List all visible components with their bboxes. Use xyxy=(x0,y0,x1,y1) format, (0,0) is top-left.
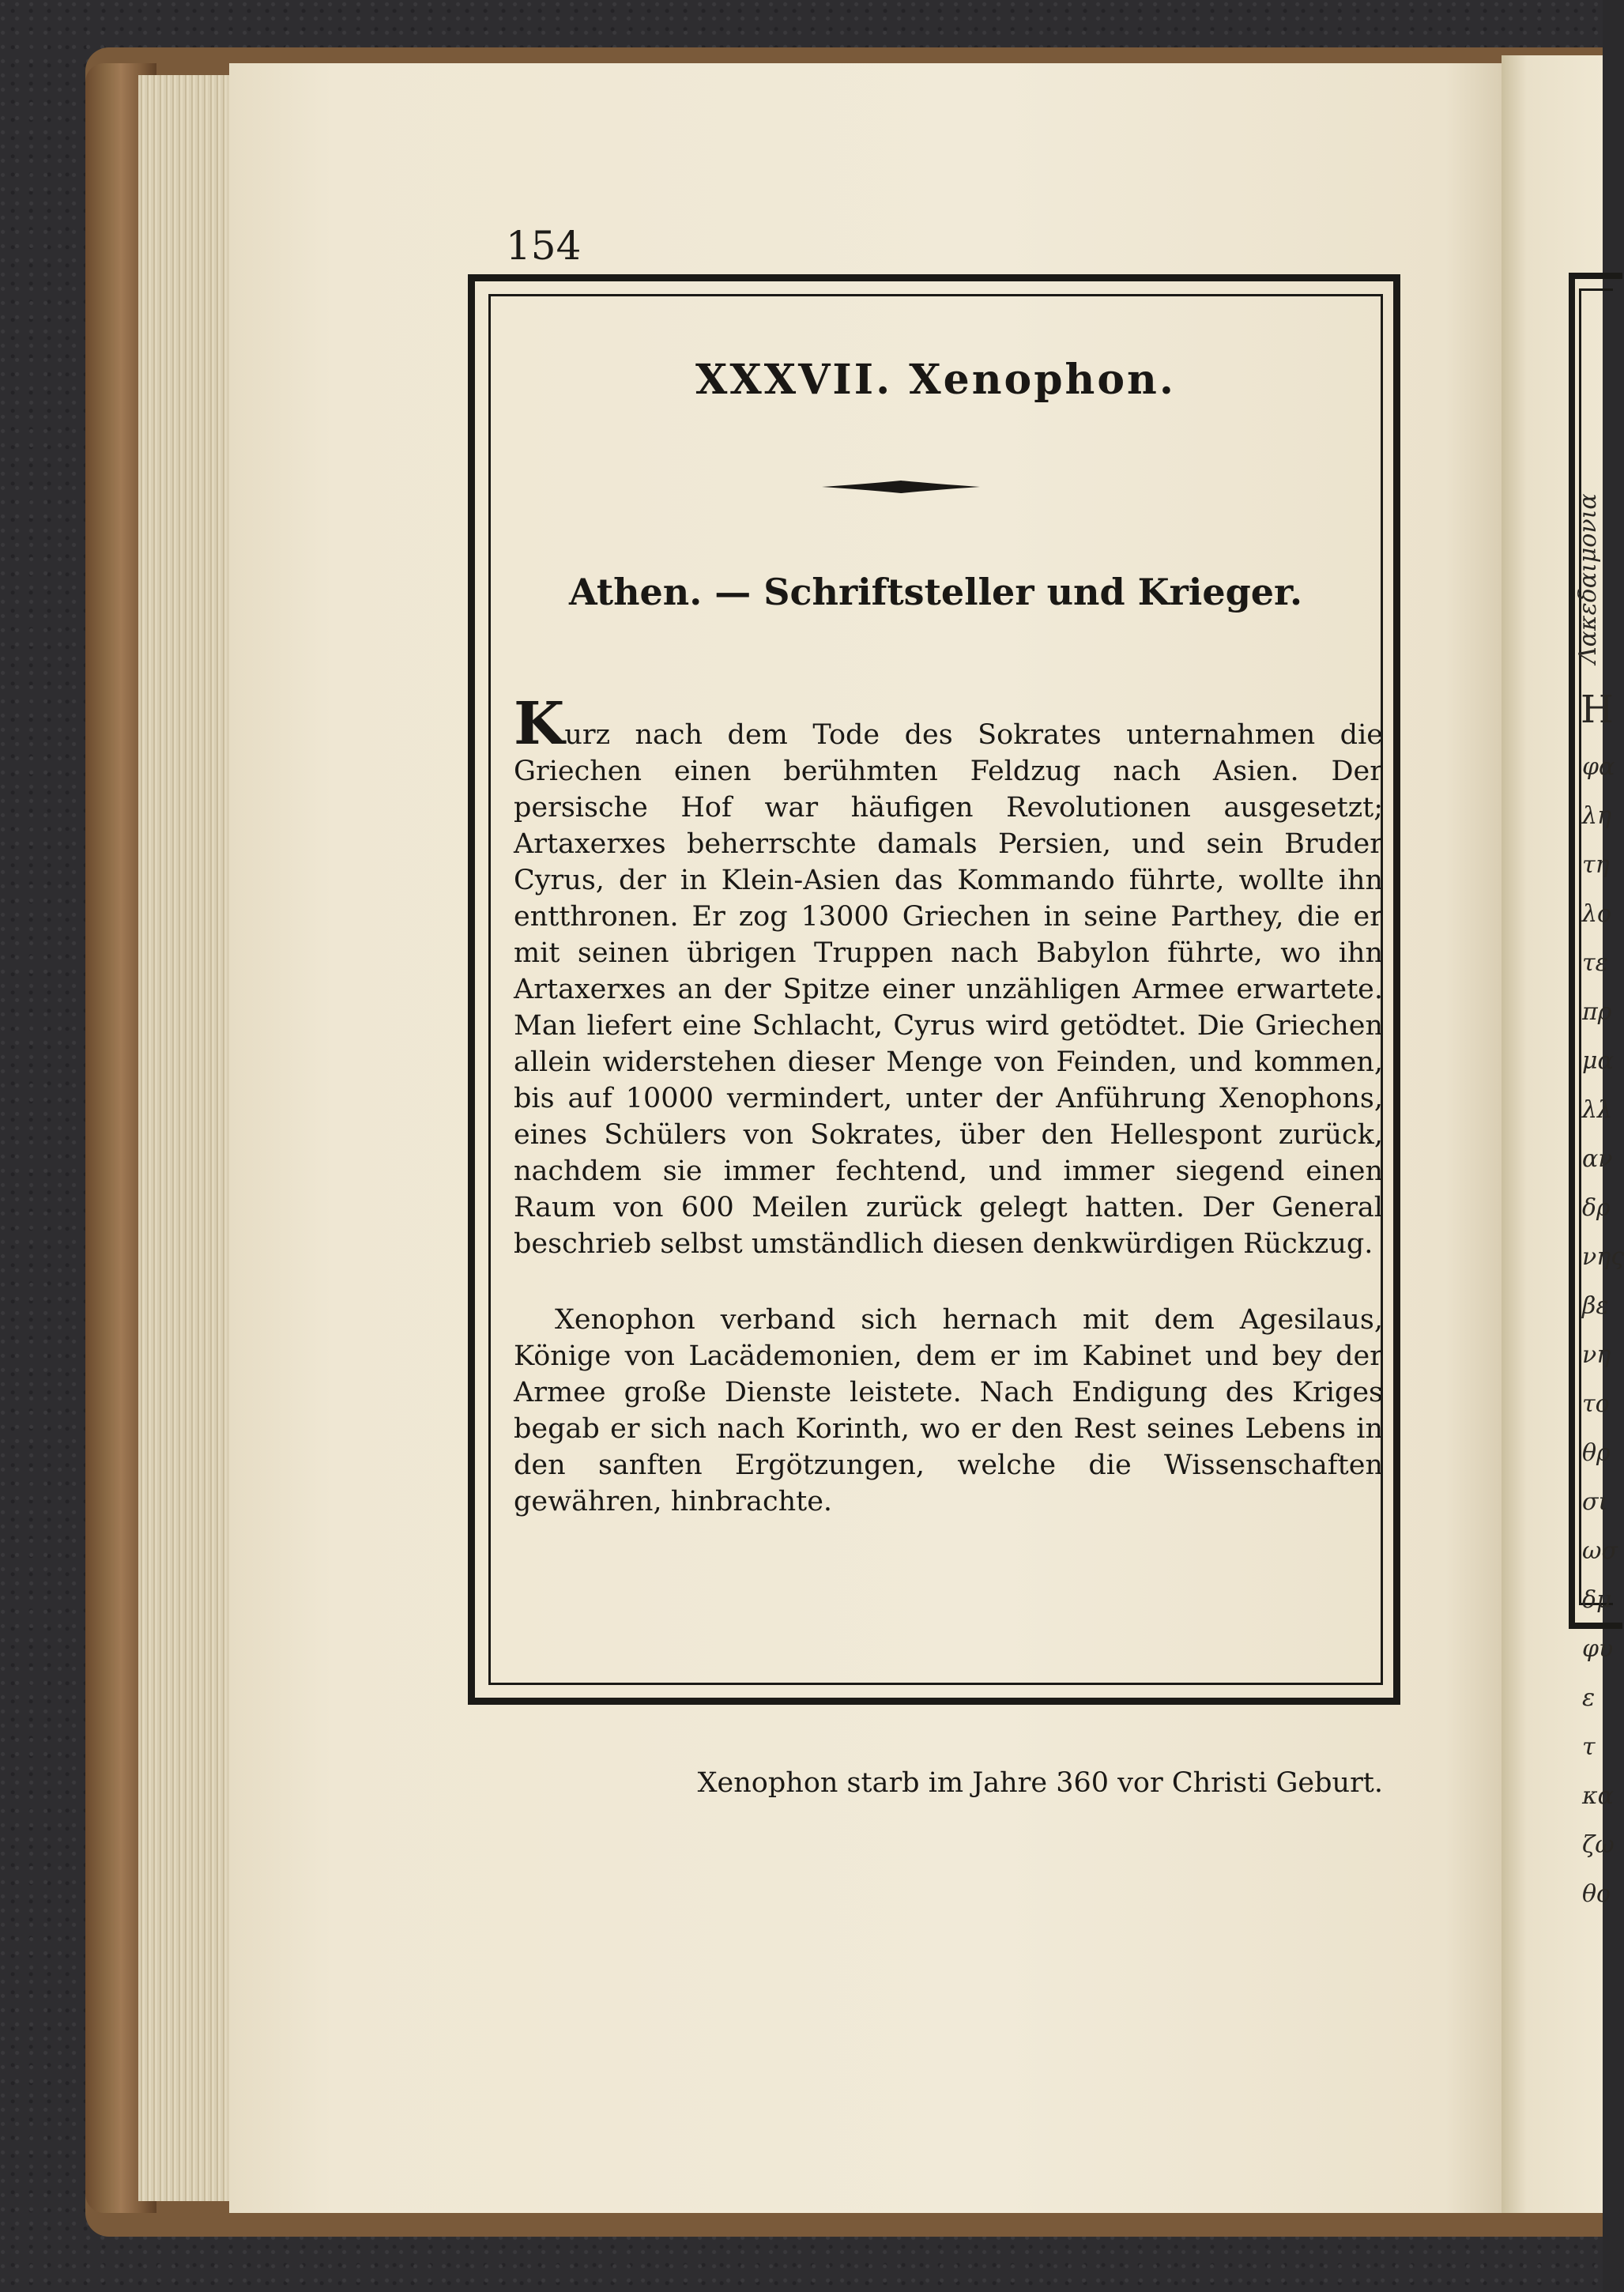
facing-fragment: φα xyxy=(1582,753,1615,781)
page-edges xyxy=(138,75,233,2201)
facing-fragment: τη xyxy=(1582,851,1610,879)
chapter-subtitle: Athen. — Schriftsteller und Krieger. xyxy=(568,571,1303,613)
facing-fragment: βε xyxy=(1582,1292,1609,1320)
facing-fragment: θρ xyxy=(1582,1439,1611,1467)
facing-fragment: λο xyxy=(1582,900,1612,928)
facing-fragment: δρ xyxy=(1582,1194,1611,1222)
facing-fragment: κα xyxy=(1582,1782,1614,1810)
chapter-title: XXXVII. Xenophon. xyxy=(695,356,1176,404)
facing-fragment: φυ xyxy=(1582,1635,1614,1663)
facing-fragment: λλ xyxy=(1582,1096,1613,1124)
facing-fragment: το xyxy=(1582,1390,1610,1418)
facing-fragment: δμ xyxy=(1582,1586,1612,1614)
paragraph-1 xyxy=(514,690,1383,1262)
body-text xyxy=(514,690,1383,1559)
paragraph-2: Xenophon verband sich hernach mit dem Agesilaus, Könige von Lacädemonien, dem er im Kabinet und bey der Armee große Dienste leistete. Nach Endigung des Kriges begab er sich nach Korinth, wo er den Rest seines Lebens in den sanften Ergötzungen, welche die Wissenschaften gewähren, hinbrachte. xyxy=(514,1304,1383,1517)
facing-fragment: νη xyxy=(1582,1341,1611,1369)
facing-fragment: θο xyxy=(1582,1880,1611,1908)
facing-fragment: ωσ xyxy=(1582,1537,1618,1565)
facing-fragment: πρ xyxy=(1582,998,1612,1026)
facing-fragment: νης xyxy=(1582,1243,1624,1271)
facing-fragment: μα xyxy=(1582,1047,1614,1075)
facing-page-fragments xyxy=(1582,743,1624,1919)
facing-fragment: αν xyxy=(1582,1145,1613,1173)
page-number: 154 xyxy=(506,223,582,269)
facing-fragment: ε xyxy=(1582,1684,1596,1712)
facing-page-vertical-heading: Λακεδαιμονια xyxy=(1574,493,1602,664)
facing-fragment: τ xyxy=(1582,1733,1596,1761)
drop-cap: K xyxy=(514,690,565,758)
title-ornament-rule xyxy=(822,479,980,495)
facing-fragment: σι xyxy=(1582,1488,1608,1516)
facing-fragment: τε xyxy=(1582,949,1608,977)
closing-line: Xenophon starb im Jahre 360 vor Christi Geburt. xyxy=(697,1767,1383,1799)
facing-fragment: λη xyxy=(1582,802,1611,830)
facing-page-initial: Η xyxy=(1581,688,1614,732)
facing-fragment: ζω xyxy=(1582,1831,1615,1859)
paragraph-1-text: urz nach dem Tode des Sokrates unternahmen die Griechen einen berühmten Feldzug nach Asien. Der persische Hof war häufigen Revolutionen ausgesetzt; Artaxerxes beherrschte damals Persien, und sein Bruder Cyrus, der in Klein-Asien das Kommando führte, wollte ihn entthronen. Er zog 13000 Griechen in seine Parthey, die er mit seinen übrigen Truppen nach Babylon führte, wo ihn Artaxerxes an der Spitze einer unzähligen Armee erwartete. Man liefert eine Schlacht, Cyrus wird getödtet. Die Griechen allein widerstehen dieser Menge von Feinden, und kommen, bis auf 10000 vermindert, unter der Anführung Xenophons, eines Schülers von Sokrates, über den Hellespont zurück, nachdem sie immer fechtend, und immer siegend einen Raum von 600 Meilen zurück gelegt hatten. Der General beschrieb selbst umständlich diesen denkwürdigen Rückzug. xyxy=(514,719,1383,1260)
